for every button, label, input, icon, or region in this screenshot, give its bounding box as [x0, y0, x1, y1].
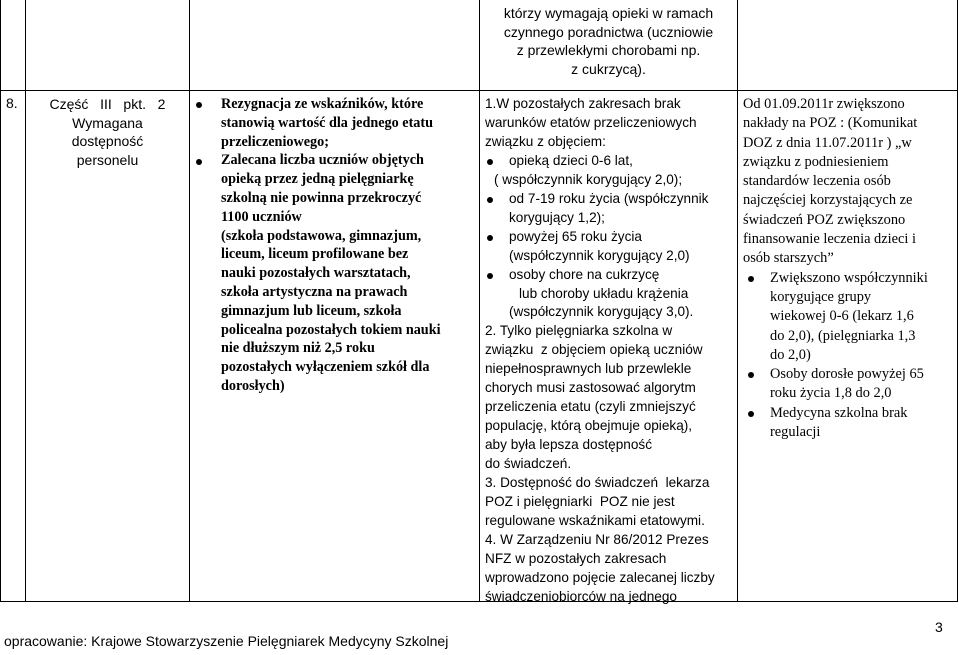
notes-line: Od 01.09.2011r zwiększono — [743, 96, 905, 112]
description-bullet-line: od 7-19 roku życia (współczynnik — [509, 190, 709, 206]
notes-bullet-line: do 2,0), (pielęgniarka 1,3 — [770, 327, 916, 344]
section-title-line: Wymagana — [72, 114, 143, 131]
bullet-icon — [196, 102, 202, 108]
notes-line: nakłady na POZ : (Komunikat — [743, 115, 918, 132]
col-divider-1 — [25, 0, 26, 602]
criteria-line: przeliczeniowego; — [221, 133, 329, 150]
criteria-line: opieką przez jedną pielęgniarkę — [221, 171, 414, 188]
description-line: populację, którą obejmuje opieką), — [485, 418, 693, 434]
notes-bullet-line: roku życia 1,8 do 2,0 — [770, 385, 892, 402]
criteria-line: szkolną nie powinna przekroczyć — [221, 189, 422, 206]
criteria-line: policealna pozostałych tokiem nauki — [221, 321, 441, 338]
bullet-icon — [196, 159, 202, 165]
description-line: POZ i pielęgniarki POZ nie jest — [485, 494, 675, 510]
footer-credit: opracowanie: Krajowe Stowarzyszenie Pielęgniarek Medycyny Szkolnej — [4, 633, 449, 649]
top-cell-line: z cukrzycą). — [571, 61, 646, 78]
notes-bullet-line: Osoby dorosłe powyżej 65 — [770, 366, 924, 383]
description-bullet-line: opieką dzieci 0-6 lat, — [509, 152, 633, 168]
description-line: 2. Tylko pielęgniarka szkolna w — [485, 323, 673, 339]
description-line: związku z objęciem opieką uczniów — [485, 342, 703, 358]
section-title-line: Część III pkt. 2 — [49, 96, 166, 112]
description-bullet-line: powyżej 65 roku życia — [509, 228, 642, 244]
criteria-line: liceum, liceum profilowane bez — [221, 246, 409, 263]
description-column — [485, 95, 735, 607]
notes-bullet-line: Medycyna szkolna brak — [770, 404, 908, 421]
description-line: 1.W pozostałych zakresach brak — [485, 96, 681, 111]
criteria-column — [196, 95, 476, 396]
notes-line: osób starszych” — [743, 250, 834, 267]
description-bullet-line: osoby chore na cukrzycę — [509, 266, 660, 282]
bullet-icon — [487, 273, 493, 279]
notes-bullet-line: Zwiększono współczynniki — [770, 269, 928, 286]
top-cell-line: z przewlekłymi chorobami np. — [516, 42, 701, 59]
notes-bullet-line: korygujące grupy — [770, 288, 872, 305]
criteria-line: 1100 uczniów — [221, 208, 302, 225]
notes-line: świadczeń POZ zwiększono — [743, 211, 906, 228]
bullet-icon — [748, 372, 754, 378]
description-bullet-line: (współczynnik korygujący 3,0). — [509, 304, 694, 320]
description-bullet-line: korygujący 1,2); — [509, 209, 605, 225]
notes-line: DOZ z dnia 11.07.2011r ) „w — [743, 134, 912, 151]
notes-line: finansowanie leczenia dzieci i — [743, 231, 916, 248]
description-line: warunków etatów przeliczeniowych — [485, 114, 697, 130]
description-line: NFZ w pozostałych zakresach — [485, 550, 667, 566]
section-title-line: personelu — [76, 152, 139, 169]
bullet-icon — [487, 235, 493, 241]
notes-bullet-line: do 2,0) — [770, 346, 811, 363]
row-number: 8. — [6, 95, 18, 111]
bullet-icon — [487, 159, 493, 165]
criteria-line: nie dłuższym niż 2,5 roku — [221, 340, 375, 357]
description-line: niepełnosprawnych lub przewlekle — [485, 361, 692, 377]
bullet-icon — [748, 276, 754, 282]
description-bullet-line: (współczynnik korygujący 2,0) — [509, 247, 690, 263]
criteria-line: (szkoła podstawowa, gimnazjum, — [221, 227, 422, 244]
description-line: chorych musi zastosować algorytm — [485, 380, 696, 396]
description-line: związku z objęciem: — [485, 133, 606, 149]
criteria-line: Zalecana liczba uczniów objętych — [221, 152, 424, 169]
description-line: do świadczeń. — [485, 456, 572, 472]
notes-line: związku z podniesieniem — [743, 153, 889, 170]
col-divider-2 — [189, 0, 190, 602]
col-divider-3 — [479, 0, 480, 602]
criteria-line: szkoła artystyczna na prawach — [221, 283, 408, 300]
description-line: 3. Dostępność do świadczeń lekarza — [485, 475, 710, 491]
description-bullet-line: lub choroby układu krążenia — [519, 285, 689, 301]
description-line: świadczeniobiorców na jednego — [485, 588, 677, 604]
notes-line: najczęściej korzystających ze — [743, 192, 913, 209]
notes-column — [743, 95, 955, 442]
description-line: wprowadzono pojęcie zalecanej liczby — [485, 569, 715, 585]
section-title-line: dostępność — [71, 133, 144, 150]
description-line: ( współczynnik korygujący 2,0); — [494, 171, 683, 187]
criteria-line: gimnazjum lub liceum, szkoła — [221, 302, 402, 319]
criteria-line: dorosłych) — [221, 377, 285, 394]
notes-line: standardów leczenia osób — [743, 173, 891, 190]
notes-bullet-line: wiekowej 0-6 (lekarz 1,6 — [770, 308, 914, 325]
description-line: 4. W Zarządzeniu Nr 86/2012 Prezes — [485, 531, 709, 547]
col-divider-4 — [737, 0, 738, 602]
page-number: 3 — [935, 619, 943, 635]
section-title — [26, 95, 189, 170]
description-line: regulowane wskaźnikami etatowymi. — [485, 512, 705, 528]
criteria-line: pozostałych wyłączeniem szkół dla — [221, 359, 430, 376]
criteria-line: Rezygnacja ze wskaźników, które — [221, 96, 424, 112]
top-cell-line: czynnego poradnictwa (uczniowie — [503, 23, 714, 40]
top-cell-line: którzy wymagają opieki w ramach — [503, 5, 714, 21]
description-line: przeliczenia etatu (czyli zmniejszyć — [485, 399, 696, 415]
criteria-line: stanowią wartość dla jednego etatu — [221, 114, 434, 131]
top-cell-text — [480, 4, 737, 79]
notes-bullet-line: regulacji — [770, 424, 821, 441]
bullet-icon — [487, 197, 493, 203]
description-line: aby była lepsza dostępność — [485, 437, 653, 453]
bullet-icon — [748, 411, 754, 417]
criteria-line: nauki pozostałych warsztatach, — [221, 265, 411, 282]
